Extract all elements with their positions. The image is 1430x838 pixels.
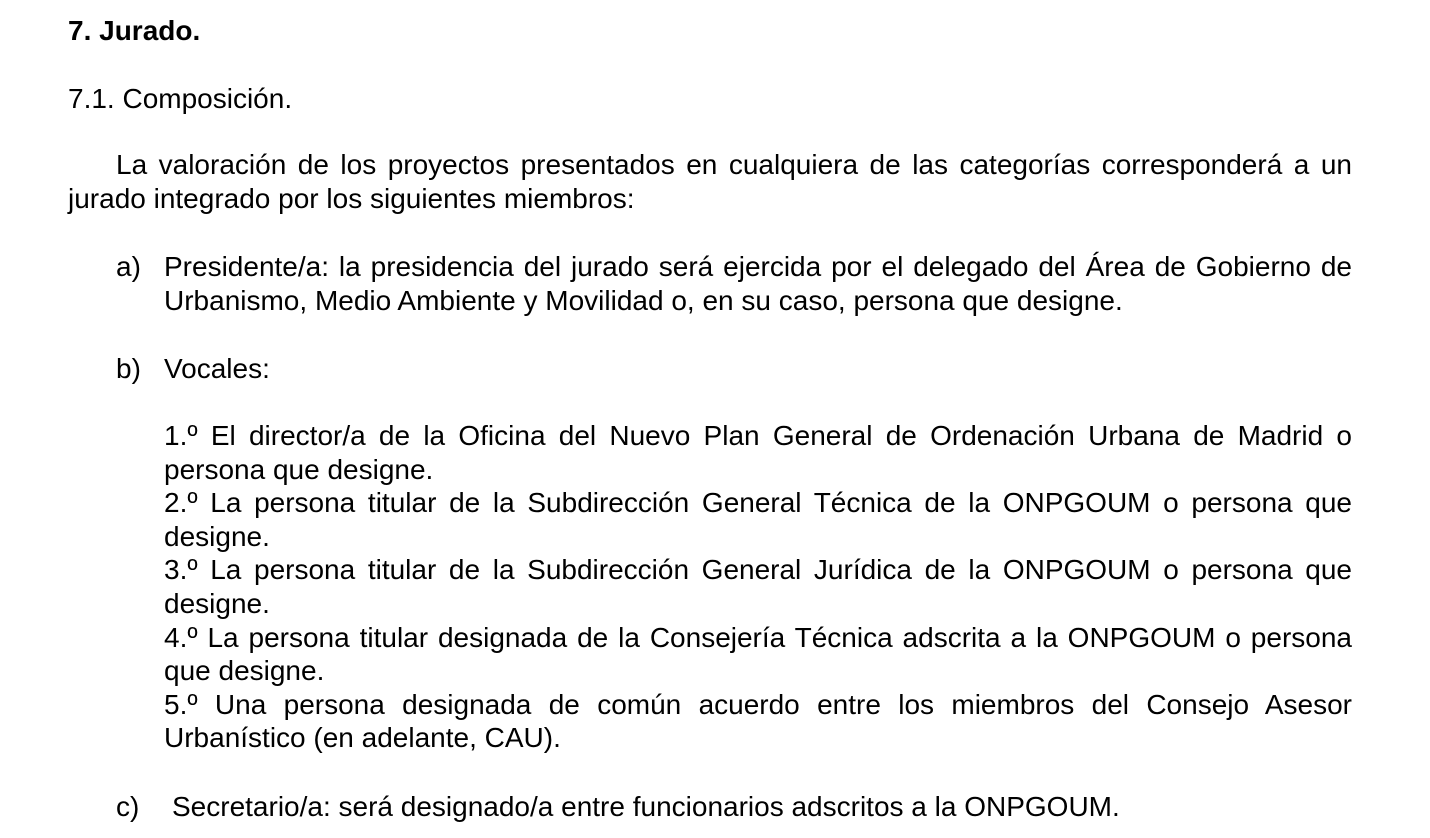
vocal-item: 5.º Una persona designada de común acuerdo entre los miembros del Consejo Asesor Urbanístico (en adelante, CAU). bbox=[164, 688, 1352, 754]
vocal-item: 4.º La persona titular designada de la Consejería Técnica adscrita a la ONPGOUM o persona que designe. bbox=[164, 621, 1352, 687]
list-item-text: Presidente/a: la presidencia del jurado será ejercida por el delegado del Área de Gobierno de Urbanismo, Medio Ambiente y Movilidad o, en su caso, persona que designe. bbox=[164, 251, 1352, 316]
vocal-item: 3.º La persona titular de la Subdirección General Jurídica de la ONPGOUM o persona que designe. bbox=[164, 554, 1352, 619]
list-item-text: Vocales: bbox=[164, 353, 270, 384]
list-marker: c) bbox=[116, 791, 140, 822]
vocal-item: 1.º El director/a de la Oficina del Nuevo Plan General de Ordenación Urbana de Madrid o persona que designe. bbox=[164, 420, 1352, 485]
subsection-heading: 7.1. Composición. bbox=[68, 83, 293, 114]
vocales-list bbox=[164, 419, 1352, 755]
list-item-presidente bbox=[116, 250, 1352, 318]
list-marker: b) bbox=[116, 353, 141, 384]
list-item-text: Secretario/a: será designado/a entre funcionarios adscritos a la ONPGOUM. bbox=[172, 791, 1120, 822]
intro-paragraph: La valoración de los proyectos presentados en cualquiera de las categorías corresponderá a un jurado integrado por los siguientes miembros: bbox=[68, 149, 1352, 214]
vocal-item: 2.º La persona titular de la Subdirección General Técnica de la ONPGOUM o persona que designe. bbox=[164, 487, 1352, 552]
section-heading: 7. Jurado. bbox=[68, 15, 201, 46]
list-item-vocales bbox=[116, 352, 1352, 386]
list-marker: a) bbox=[116, 251, 141, 282]
list-item-secretario bbox=[116, 790, 1352, 824]
